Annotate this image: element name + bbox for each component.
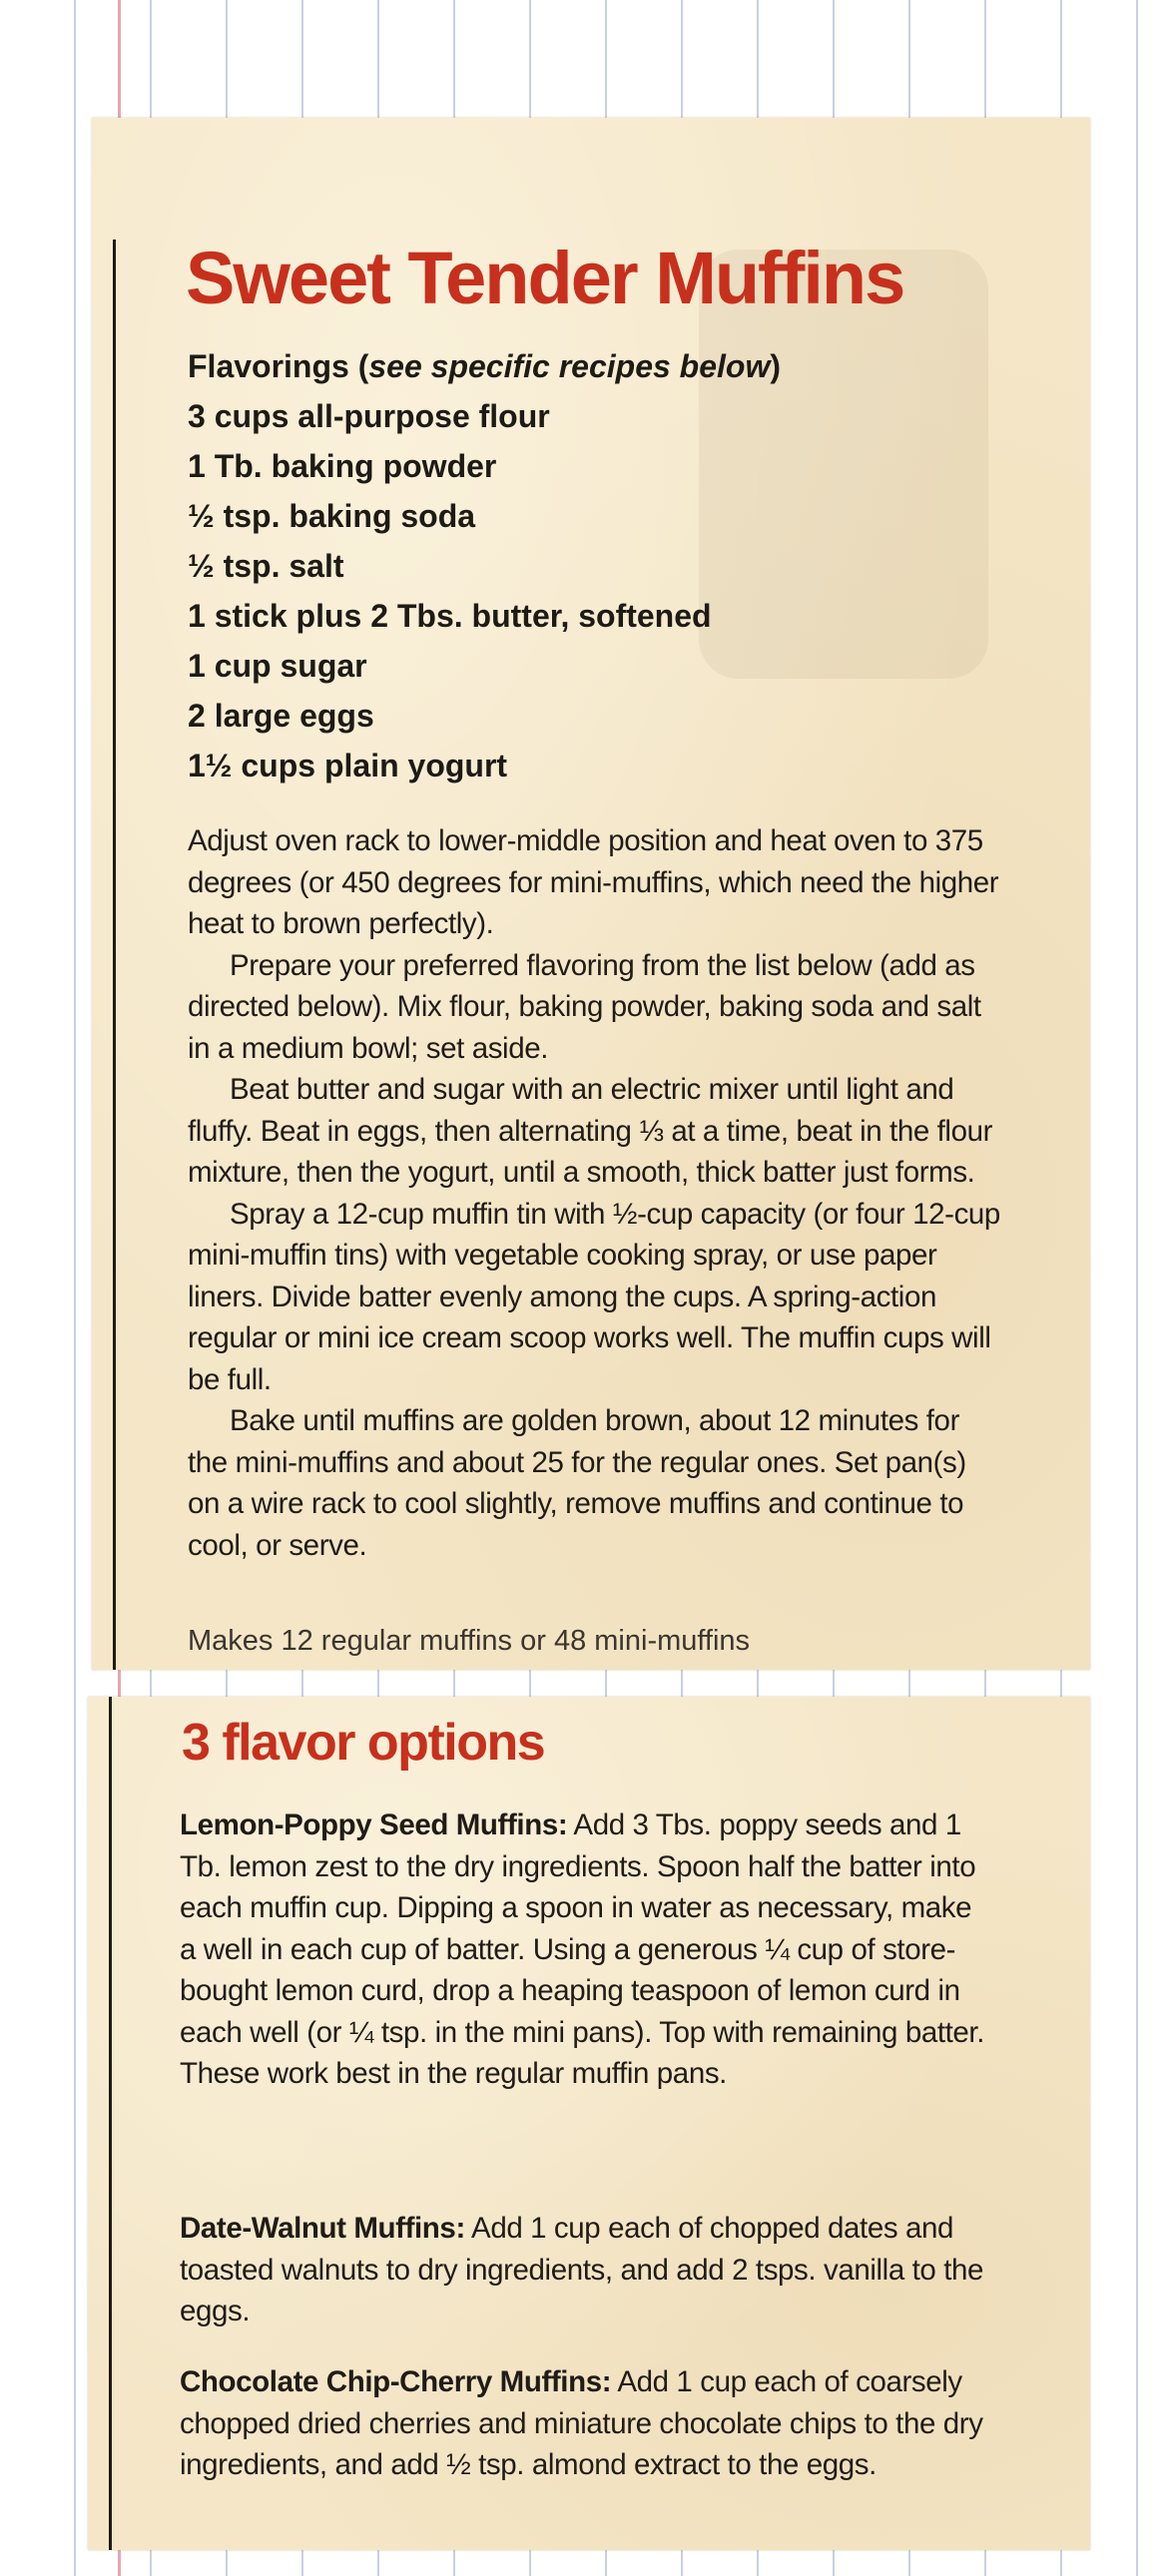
column-rule-top	[113, 240, 116, 1670]
ingredient-item: 1 Tb. baking powder	[188, 448, 497, 484]
flavor-option	[180, 1804, 993, 2095]
flavorings-note: see specific recipes below	[368, 348, 771, 384]
ingredient-item: 3 cups all-purpose flour	[188, 398, 550, 434]
method-paragraph: Spray a 12-cup muffin tin with ½-cup capacity (or four 12-cup mini-muffin tins) with vegetable cooking spray, or use paper liners. Divide batter evenly among the cups. A spring-action regular or mini ice cream scoop works well. The muffin cups will be full.	[188, 1197, 1000, 1396]
ingredient-item: ½ tsp. baking soda	[188, 498, 476, 534]
ingredient-item: 1½ cups plain yogurt	[188, 748, 508, 783]
method-text	[188, 820, 1001, 1566]
method-paragraph: Prepare your preferred flavoring from the list below (add as directed below). Mix flour, baking powder, baking soda and salt in a medium bowl; set aside.	[188, 948, 981, 1065]
method-paragraph: Bake until muffins are golden brown, about 12 minutes for the mini-muffins and about 25 for the regular ones. Set pan(s) on a wire rack to cool slightly, remove muffins and continue to cool, or serve.	[188, 1404, 966, 1562]
ingredient-item: 1 stick plus 2 Tbs. butter, softened	[188, 598, 712, 634]
method-paragraph: Adjust oven rack to lower-middle position and heat oven to 375 degrees (or 450 degrees for mini-muffins, which need the higher heat to brown perfectly).	[188, 824, 999, 940]
ingredient-flavorings	[188, 341, 1006, 391]
flavor-option-name: Lemon-Poppy Seed Muffins:	[180, 1808, 568, 1841]
flavor-option-text: Add 1 cup each of chopped dates and toasted walnuts to dry ingredients, and add 2 tsps. vanilla to the eggs.	[180, 2212, 984, 2327]
recipe-title: Sweet Tender Muffins	[186, 237, 904, 319]
options-title: 3 flavor options	[182, 1714, 545, 1772]
flavor-option	[180, 2208, 993, 2332]
ingredient-item: ½ tsp. salt	[188, 548, 344, 584]
flavorings-label: Flavorings (	[188, 348, 369, 384]
recipe-yield: Makes 12 regular muffins or 48 mini-muffins	[188, 1625, 751, 1657]
method-paragraph: Beat butter and sugar with an electric mixer until light and fluffy. Beat in eggs, then alternating ⅓ at a time, beat in the flour mixture, then the yogurt, until a smooth, thick batter just forms.	[188, 1073, 993, 1189]
flavor-option-name: Chocolate Chip-Cherry Muffins:	[180, 2365, 612, 2398]
flavor-option	[180, 2361, 993, 2486]
flavorings-close: )	[770, 348, 781, 384]
flavor-option-text: Add 1 cup each of coarsely chopped dried cherries and miniature chocolate chips to the dry ingredients, and add ½ tsp. almond extract to the eggs.	[180, 2365, 983, 2481]
flavor-option-text: Add 3 Tbs. poppy seeds and 1 Tb. lemon zest to the dry ingredients. Spoon half the batter into each muffin cup. Dipping a spoon in water as necessary, make a well in each cup of batter. Using a generous ¼ cup of store-bought lemon curd, drop a heaping teaspoon of lemon curd in each well (or ¼ tsp. in the mini pans). Top with remaining batter. These work best in the regular muffin pans.	[180, 1808, 985, 2090]
flavor-option-name: Date-Walnut Muffins:	[180, 2212, 465, 2245]
column-rule-bottom	[109, 1697, 112, 2550]
ingredient-item: 1 cup sugar	[188, 648, 367, 684]
ingredient-list	[188, 341, 1006, 790]
ingredient-item: 2 large eggs	[188, 698, 374, 734]
